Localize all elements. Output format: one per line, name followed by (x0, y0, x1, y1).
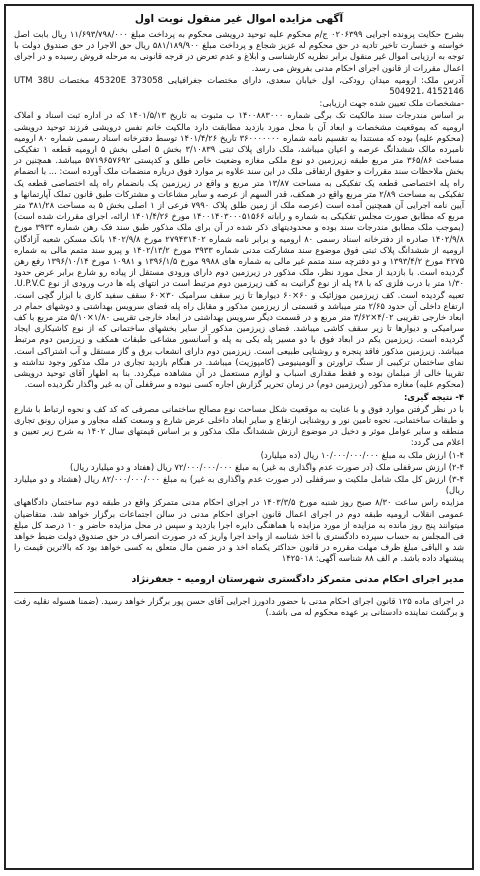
signature-line: مدیر اجرای احکام مدنی متمرکز دادگستری شهرستان ارومیه - جعفرنژاد (131, 573, 464, 585)
auction-details: مزایده راس ساعت ۸/۳۰ صبح روز شنبه مورخ ۱۴۰۳/۳/۵ در اجرای احکام مدنی متمرکز واقع در طبقه دوم ساختمان دادگاههای عمومی انقلاب ارومیه طبقه دوم در اجرای اعمال قانون اجرای احکام مدنی در سالن اجتماعات برگزار خواهد شد. متقاضیان میتوانند پنج روز مانده به مزایده از مورد مزایده با هماهنگی دایره اجرا بازدید و سپس در محل مزایده حاضر و ۱۰ درصد کل مبلغ فی المجلس به حساب سپرده دادگستری با اخذ شناسه از واحد اجرا واریز که در صورت انصراف در حق صندوق دولت ضبط خواهد شد و الباقی مبلغ ظرف مهلت مقرره در قانون حداکثر یکماه اخذ و در ضمن مال متعلق به کسی خواهد بود که بالاترین قیمت را پیشنهاد داده باشد. م الف ۸۸ شناسه آگهی: ۱۴۲۵۰۱۸ (14, 497, 464, 564)
valuation-item: ۳-۴) ارزش کل ملک شامل ملکیت و سرقفلی (در صورت عدم واگذاری به غیر) به مبلغ ۸۲/۰۰۰/۰۰۰/۰۰۰ ریال (هشتاد و دو میلیارد ریال) (14, 473, 464, 496)
auction-notice (14, 12, 464, 860)
conclusion-paragraph: با در نظر گرفتن موارد فوق و با عنایت به موقعیت شکل مساحت نوع مصالح ساختمانی مصرفی که کد کف و نحوه ارتباط با شارع و طبقات ساختمانی، نحوه تامین نور و روشنایی ارتفاع و سایر ابعاد داخلی عرض شارع و وسعت کفله مجاور و میزان رونق تجاری منطقه و سایر عوامل موثر و دخیل در موضوع ارزش ششدانگ ملک مذکور و بر اساس قیمتهای سال ۱۴۰۲ به شرح زیر تعیین و اعلام می گردد: (14, 403, 464, 448)
valuation-item: ۱-۴) ارزش ملک به مبلغ ۱۰/۰۰۰/۰۰۰/۰۰۰ ریال (ده میلیارد) (260, 449, 464, 460)
notice-frame (4, 4, 474, 870)
footer-note: در اجرای ماده ۱۲۵ قانون اجرای احکام مدنی با حضور دادورز اجرایی آقای حسن پور برگزار خواهد رسید. (ضمنا هسوله نقلیه رفت و برگشت نماینده دادستانی بر عهده محکوم له می باشد.) (14, 595, 464, 617)
address-label: آدرس ملک: ارومیه میدان رودکی، اول خیابان سعدی، دارای مختصات جغرافیایی (167, 74, 464, 85)
valuation-item: ۲-۴) ارزش سرقفلی ملک (در صورت عدم واگذاری به غیر) به مبلغ ۷۲/۰۰۰/۰۰۰/۰۰۰ ریال (هفتاد و دو میلیارد ریال) (69, 461, 464, 472)
intro-paragraph: بشرح حکایت پرونده اجرایی ۰۲۰۶۳۹۹ ج/م محکوم علیه توحید درویشی محکوم به پرداخت مبلغ ۱۱/۶۹۳/۷۹۸/۰۰۰ ریال بابت اصل خواسته و خسارت تاخیر تادیه در حق محکوم له عزیز شجاع و پرداخت مبلغ ۵۸۱/۱۸۹/۹۰۰ ریال حق الاجرا در حق صندوق دولت با توجه به ارزیابی اموال غیر منقول برابر نظریه کارشناسی و ابلاغ و عدم تعرض در فرجه قانونی به مرحله فروش رسیده و در اجرای اعمال مقررات از قانون اجرای احکام مدنی بفروش می رسد. (14, 29, 465, 73)
conclusion-heading: ۴- نتیجه گیری: (403, 391, 464, 402)
utm-label: مختصات UTM (14, 74, 90, 85)
address-line (14, 75, 464, 97)
property-description: بر اساس مندرجات سند مالکیت تک برگی شماره ۱۴۰۰۸۸۳۰۰۰ ب مثبوت به تاریخ ۱۴۰۱/۵/۱۳ که در اداره ثبت اسناد و املاک ارومیه که بموقعیت مشخصات و ابعاد آن با محل مورد بازدید مطابقت دارد مالکیت خانم نفس درویشی فرزند توحید درویشی (محکوم علیه) بوده که مستندا به تقسیم نامه شماره ۳۶۰۰۰۰۰۰۰ تاریخ ۱۴۰۱/۴/۲۶ توسط دفترخانه اسناد رسمی شماره ۸۰ ارومیه نامبرده مالک ششدانگ عرصه و اعیان میباشد، ملک دارای پلاک ثبتی ۳/۱۰۸۳۹ بخش ۵ اصلی بخش ۵ ارومیه قطعه ۱ تفکیکی مساحت ۳۶۵/۸۶ متر مربع طبقه زیرزمین دو نوع ملکی مغازه وضعیت خاص طلق و کدپستی ۵۷۱۹۶۵۷۶۹۲ میباشد. همچنین در بخش ملاحظات سند مقررات و حقوق ارتفاقی ملک در این سند علاوه بر موارد فوق درباره منضمات ملک آورده است: ... با انضمام راه پله اختصاصی قطعه یک تفکیکی به مساحت ۱۳/۸۷ متر مربع و واقع در زیرزمین یک بانضمام راه پله اختصاصی قطعه یک تفکیکی به مساحت ۲/۸۹ متر مربع واقع در همکف، قدر السهم از عرصه و سایر مشاعات و مشترکات طبق قانون تملک آپارتمانها و آیین نامه اجرایی آن همچنین آمده است (عرصه ملک از زمین طلق پلاک ۷۹۹۰ فرعی از ۱ اصلی بخش ۵ به مساحت ۳۸۱/۲۸ متر مربع که مطابق صورت مجلس تفکیکی به شماره و رابانه ۱۴۰۰۱۴۰۳۰۰۰۵۱۵۶۶ مورخ ۱۴۰۱/۴/۲۶ ارائه، اجرای مقررات شده است) (بموجب ملک مطابق مندرجات سند بوده و محدودیتهای ذکر شده در آن برای ملک مذکور طبق سند فک رهن شماره ۳۹۳۳ مورخ ۱۴۰۲/۹/۸ صادره از دفترخانه اسناد رسمی ۸۰ ارومیه و برابر نامه شماره ۲۷۹۴۳۱۴۰۲ مورخ ۱۴۰۲/۹/۸ بانک مسکن شعبه آزادگان ارومیه از ششدانگ پلاک ثبتی فوق موضوع سند مشارکت مدنی شماره ۳۹۳۳ مورخ ۱۴۰۲/۱۳/۲ و پیرو سند متمم مالی به شماره ۴۲۷۵ مورخ ۱۳۹۳/۴/۲ و دو دفترچه سند متمم غیر مالی به شماره های ۹۹۸۸ مورخ ۱۳۹۶/۱/۵ و ۱۰۹۸۱ مورخ ۱۳۹۶/۱۰/۱۴ رفع رهن گردیده است. با بازدید از محل مورد نظر، ملک مذکور در زیرزمین دوم دارای ورودی مستقل از پیاده رو شارع برابر عرض حدود ۱/۳۰ متر با درب فلزی که با ۲۸ پله از نوع گرانیت به کف زیرزمین دوم مرتبط است در انتهای پله ها درب ورودی از نوع U.P.V.C. تعبیه گردیده است. کف زیرزمین موزائیک و ۶۰×۶۰ دیوارها تا زیر سقف سرامیک ۳۰×۶۰ سقف سفید کاری با ابزار گچی است. ارتفاع داخلی آن حدود ۲/۶۵ متر میباشد و قسمتی از زیرزمین مذکور و مقابل راه پله فضای سرویس بهداشتی و دوشهای حمام در ابعاد خارجی تقریبی ۴/۰۲×۳/۶۲ متر مربع و در قسمت دیگر سرویس بهداشتی در ابعاد خارجی تقریبی ۱/۸۰×۵/۱۰ متر مربع با کف سرامیکی و دیوارها تا زیر سقف کاشی میباشد. فضای زیرزمین مذکور از سایر بخشهای ساختمانی که از نوع کاشیکاری ایجاد گردیده است. زیرزمین یکم در ابعاد فوق با دو مسیر پله یکی به پله و آسانسور مشاعی طبقات همکف و زیرزمین دوم مرتبط میباشد. زیرزمین مذکور فاقد پنجره و روشنایی طبیعی است. زیرزمین دوم دارای انشعاب برق و گاز مستقل و آب اشتراکی است. نمای ساختمان ترکیبی از سنگ تراورتن و آلومینیومی (کامپوزیت) میباشد. در هنگام بازدید تجاری در ملک مذکور وجود نداشته و تقریبا خالی از مبلمان بوده و فقط مقداری اسباب و لوازم مستعمل در آن مشاهده میگردد. بنا به اظهار آقای توحید درویشی (محکوم علیه) مغازه مذکور (زیرزمین دوم) در زمان تحریر گزارش اجاره کسی نبوده و سرقفلی آن به غیر واگذار نگردیده است. (14, 110, 465, 390)
notice-title: آگهی مزایده اموال غیر منقول نوبت اول (134, 13, 344, 25)
coordinates-geo: 45320E 373058 (94, 74, 163, 85)
coordinates-utm: 38U 504921، 4152146 (37, 74, 464, 97)
valuation-heading: -مشخصات ملک تعیین شده جهت ارزیابی: (319, 98, 464, 109)
divider (14, 592, 464, 593)
